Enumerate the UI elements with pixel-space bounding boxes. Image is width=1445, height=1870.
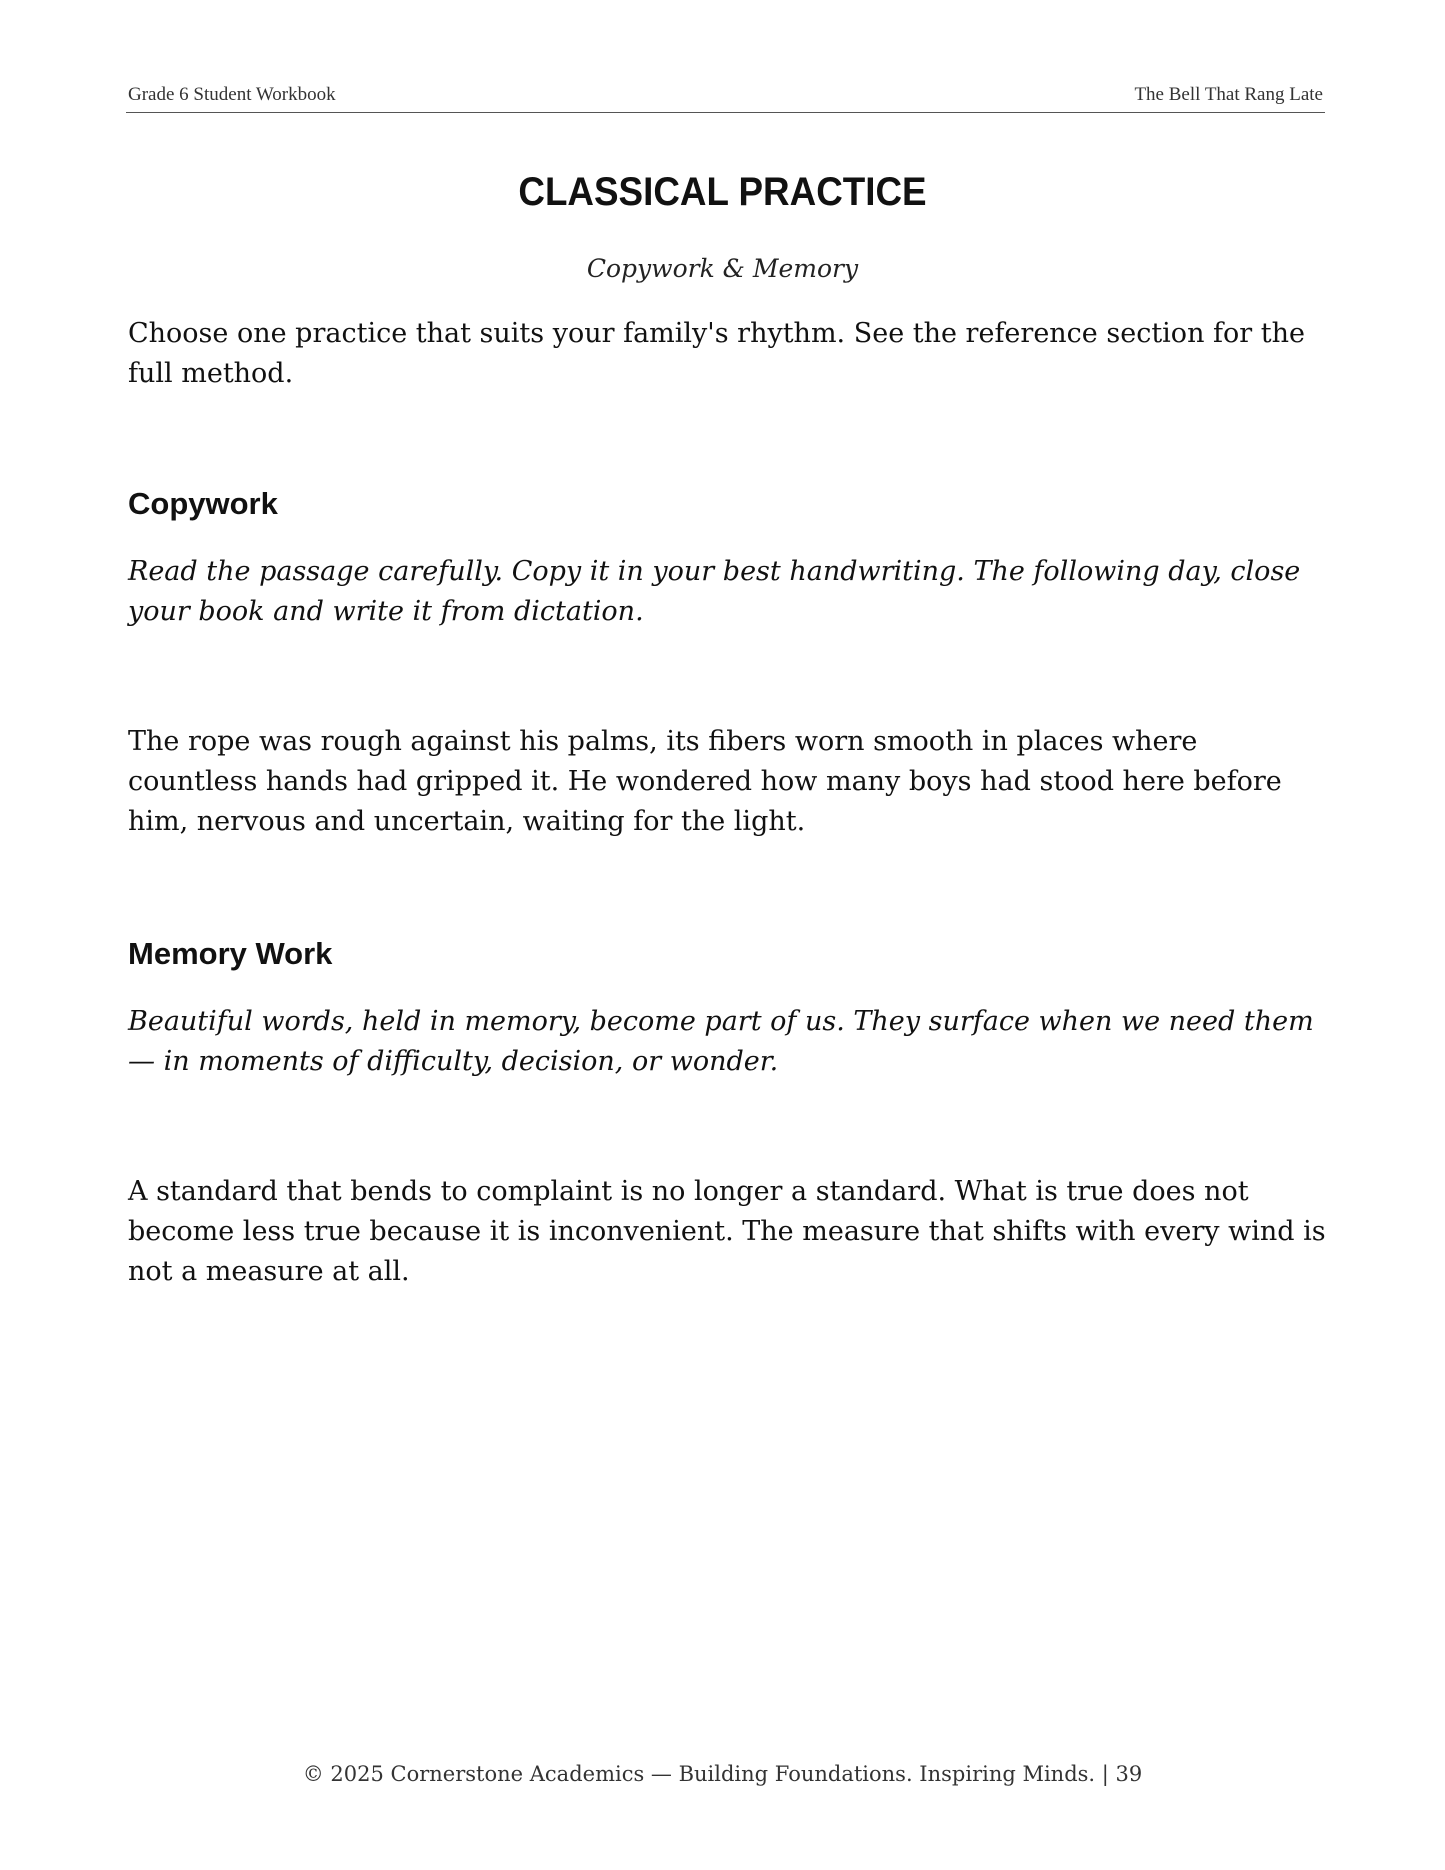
memory-work-heading: Memory Work [128,936,333,971]
copywork-instructions: Read the passage carefully. Copy it in your best handwriting. The following day, close your book and write it from dictation. [128,556,1301,627]
copywork-heading: Copywork [128,486,278,521]
memory-work-passage: A standard that bends to complaint is no longer a standard. What is true does not become less true because it is inconvenient. The measure that shifts with every wind is not a measure at all. [128,1176,1326,1287]
page-title: CLASSICAL PRACTICE [518,170,927,214]
page-subtitle: Copywork & Memory [586,254,859,283]
header-story-title: The Bell That Rang Late [1134,84,1323,105]
memory-work-instructions: Beautiful words, held in memory, become part of us. They surface when we need them — in moments of difficulty, decision, or wonder. [128,1006,1314,1077]
intro-paragraph: Choose one practice that suits your family's rhythm. See the reference section for the full method. [128,318,1305,389]
page-footer: © 2025 Cornerstone Academics — Building Foundations. Inspiring Minds. | 39 [302,1762,1143,1786]
page-header [126,84,1325,113]
copywork-passage: The rope was rough against his palms, its fibers worn smooth in places where countless hands had gripped it. He wondered how many boys had stood here before him, nervous and uncertain, waiting for the light. [128,726,1282,837]
header-workbook-label: Grade 6 Student Workbook [128,84,336,105]
